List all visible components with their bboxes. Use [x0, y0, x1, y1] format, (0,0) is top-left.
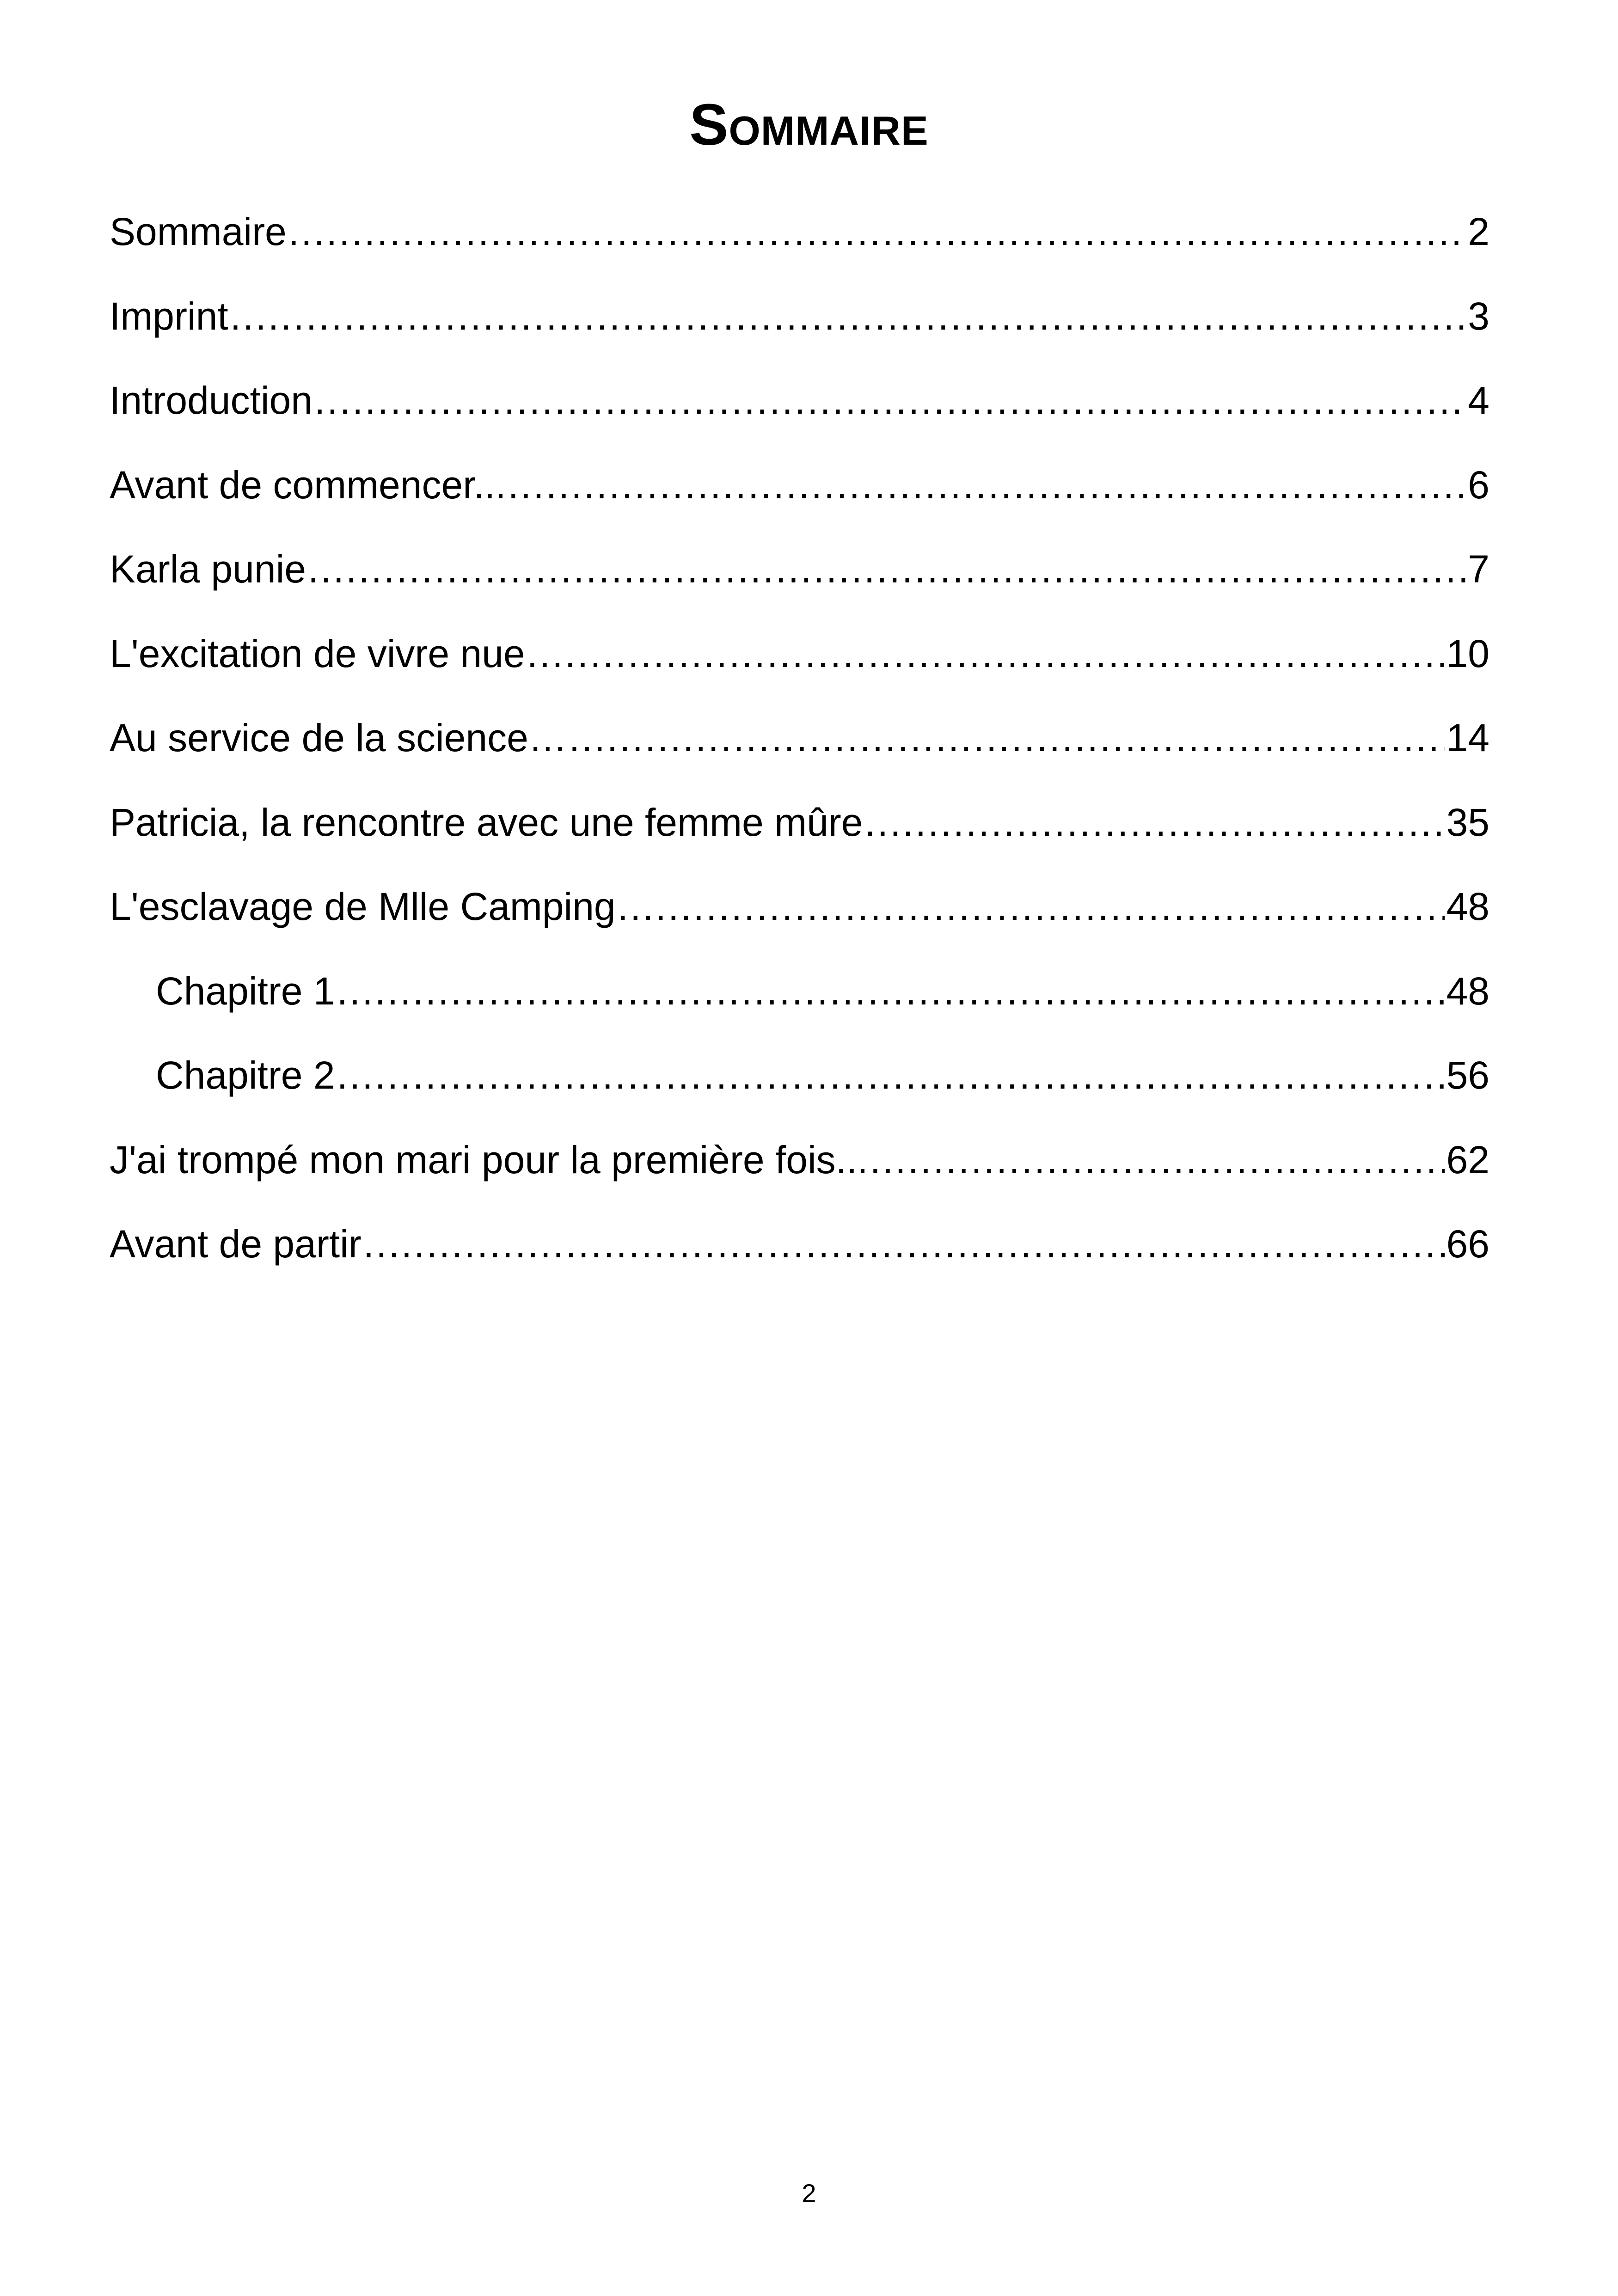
toc-dot-leader [308, 527, 1466, 612]
toc-entry-label: Introduction [110, 379, 313, 422]
toc-dot-leader [337, 949, 1445, 1034]
toc-entry-karla-punie[interactable] [110, 527, 1489, 612]
table-of-contents [110, 190, 1489, 1286]
toc-entry-page: 14 [1446, 716, 1489, 759]
toc-dot-leader [230, 274, 1466, 359]
toc-entry-patricia[interactable] [110, 780, 1489, 865]
page-title: Sommaire [689, 92, 929, 157]
toc-entry-label: J'ai trompé mon mari pour la première fois... [110, 1138, 868, 1182]
toc-dot-leader [314, 358, 1466, 443]
toc-entry-sommaire[interactable] [110, 190, 1489, 274]
toc-entry-esclavage[interactable] [110, 864, 1489, 949]
toc-dot-leader [569, 696, 1445, 780]
toc-dot-leader [508, 443, 1466, 527]
toc-entry-label: Karla punie [110, 547, 306, 591]
toc-entry-page: 6 [1468, 463, 1489, 507]
toc-entry-trompe[interactable] [110, 1118, 1489, 1202]
toc-dot-leader [864, 780, 1444, 865]
toc-entry-label: Au service de la science… [110, 716, 567, 759]
toc-entry-avant-de-commencer[interactable] [110, 443, 1489, 527]
toc-entry-page: 56 [1446, 1053, 1489, 1097]
toc-entry-introduction[interactable] [110, 358, 1489, 443]
toc-entry-page: 7 [1468, 547, 1489, 591]
toc-entry-label: Patricia, la rencontre avec une femme mûre [110, 800, 863, 844]
toc-entry-label: Sommaire [110, 210, 287, 253]
toc-entry-label: Avant de commencer... [110, 463, 506, 507]
toc-entry-page: 2 [1468, 210, 1489, 253]
toc-dot-leader [618, 864, 1445, 949]
toc-entry-chapitre-1[interactable] [110, 949, 1489, 1034]
toc-entry-chapitre-2[interactable] [110, 1033, 1489, 1118]
toc-entry-label: L'esclavage de Mlle Camping [110, 885, 616, 928]
toc-dot-leader [527, 612, 1445, 696]
toc-dot-leader [337, 1033, 1445, 1118]
toc-entry-page: 62 [1446, 1138, 1489, 1182]
toc-entry-label: L'excitation de vivre nue [110, 631, 525, 675]
toc-entry-page: 10 [1446, 631, 1489, 675]
toc-entry-page: 66 [1446, 1222, 1489, 1266]
toc-entry-imprint[interactable] [110, 274, 1489, 359]
toc-entry-page: 35 [1446, 800, 1489, 844]
toc-entry-page: 48 [1446, 969, 1489, 1013]
toc-entry-avant-de-partir[interactable] [110, 1202, 1489, 1286]
toc-entry-label: Imprint [110, 294, 228, 338]
toc-dot-leader [288, 190, 1466, 274]
toc-entry-page: 48 [1446, 885, 1489, 928]
toc-entry-page: 4 [1468, 379, 1489, 422]
toc-entry-label: Chapitre 1 [156, 969, 335, 1013]
toc-entry-label: Avant de partir [110, 1222, 362, 1266]
toc-dot-leader [870, 1118, 1445, 1202]
toc-entry-label: Chapitre 2 [156, 1053, 335, 1097]
toc-entry-page: 3 [1468, 294, 1489, 338]
toc-entry-excitation[interactable] [110, 612, 1489, 696]
toc-entry-au-service[interactable] [110, 696, 1489, 780]
page-number: 2 [802, 2179, 816, 2208]
toc-dot-leader [363, 1202, 1445, 1286]
